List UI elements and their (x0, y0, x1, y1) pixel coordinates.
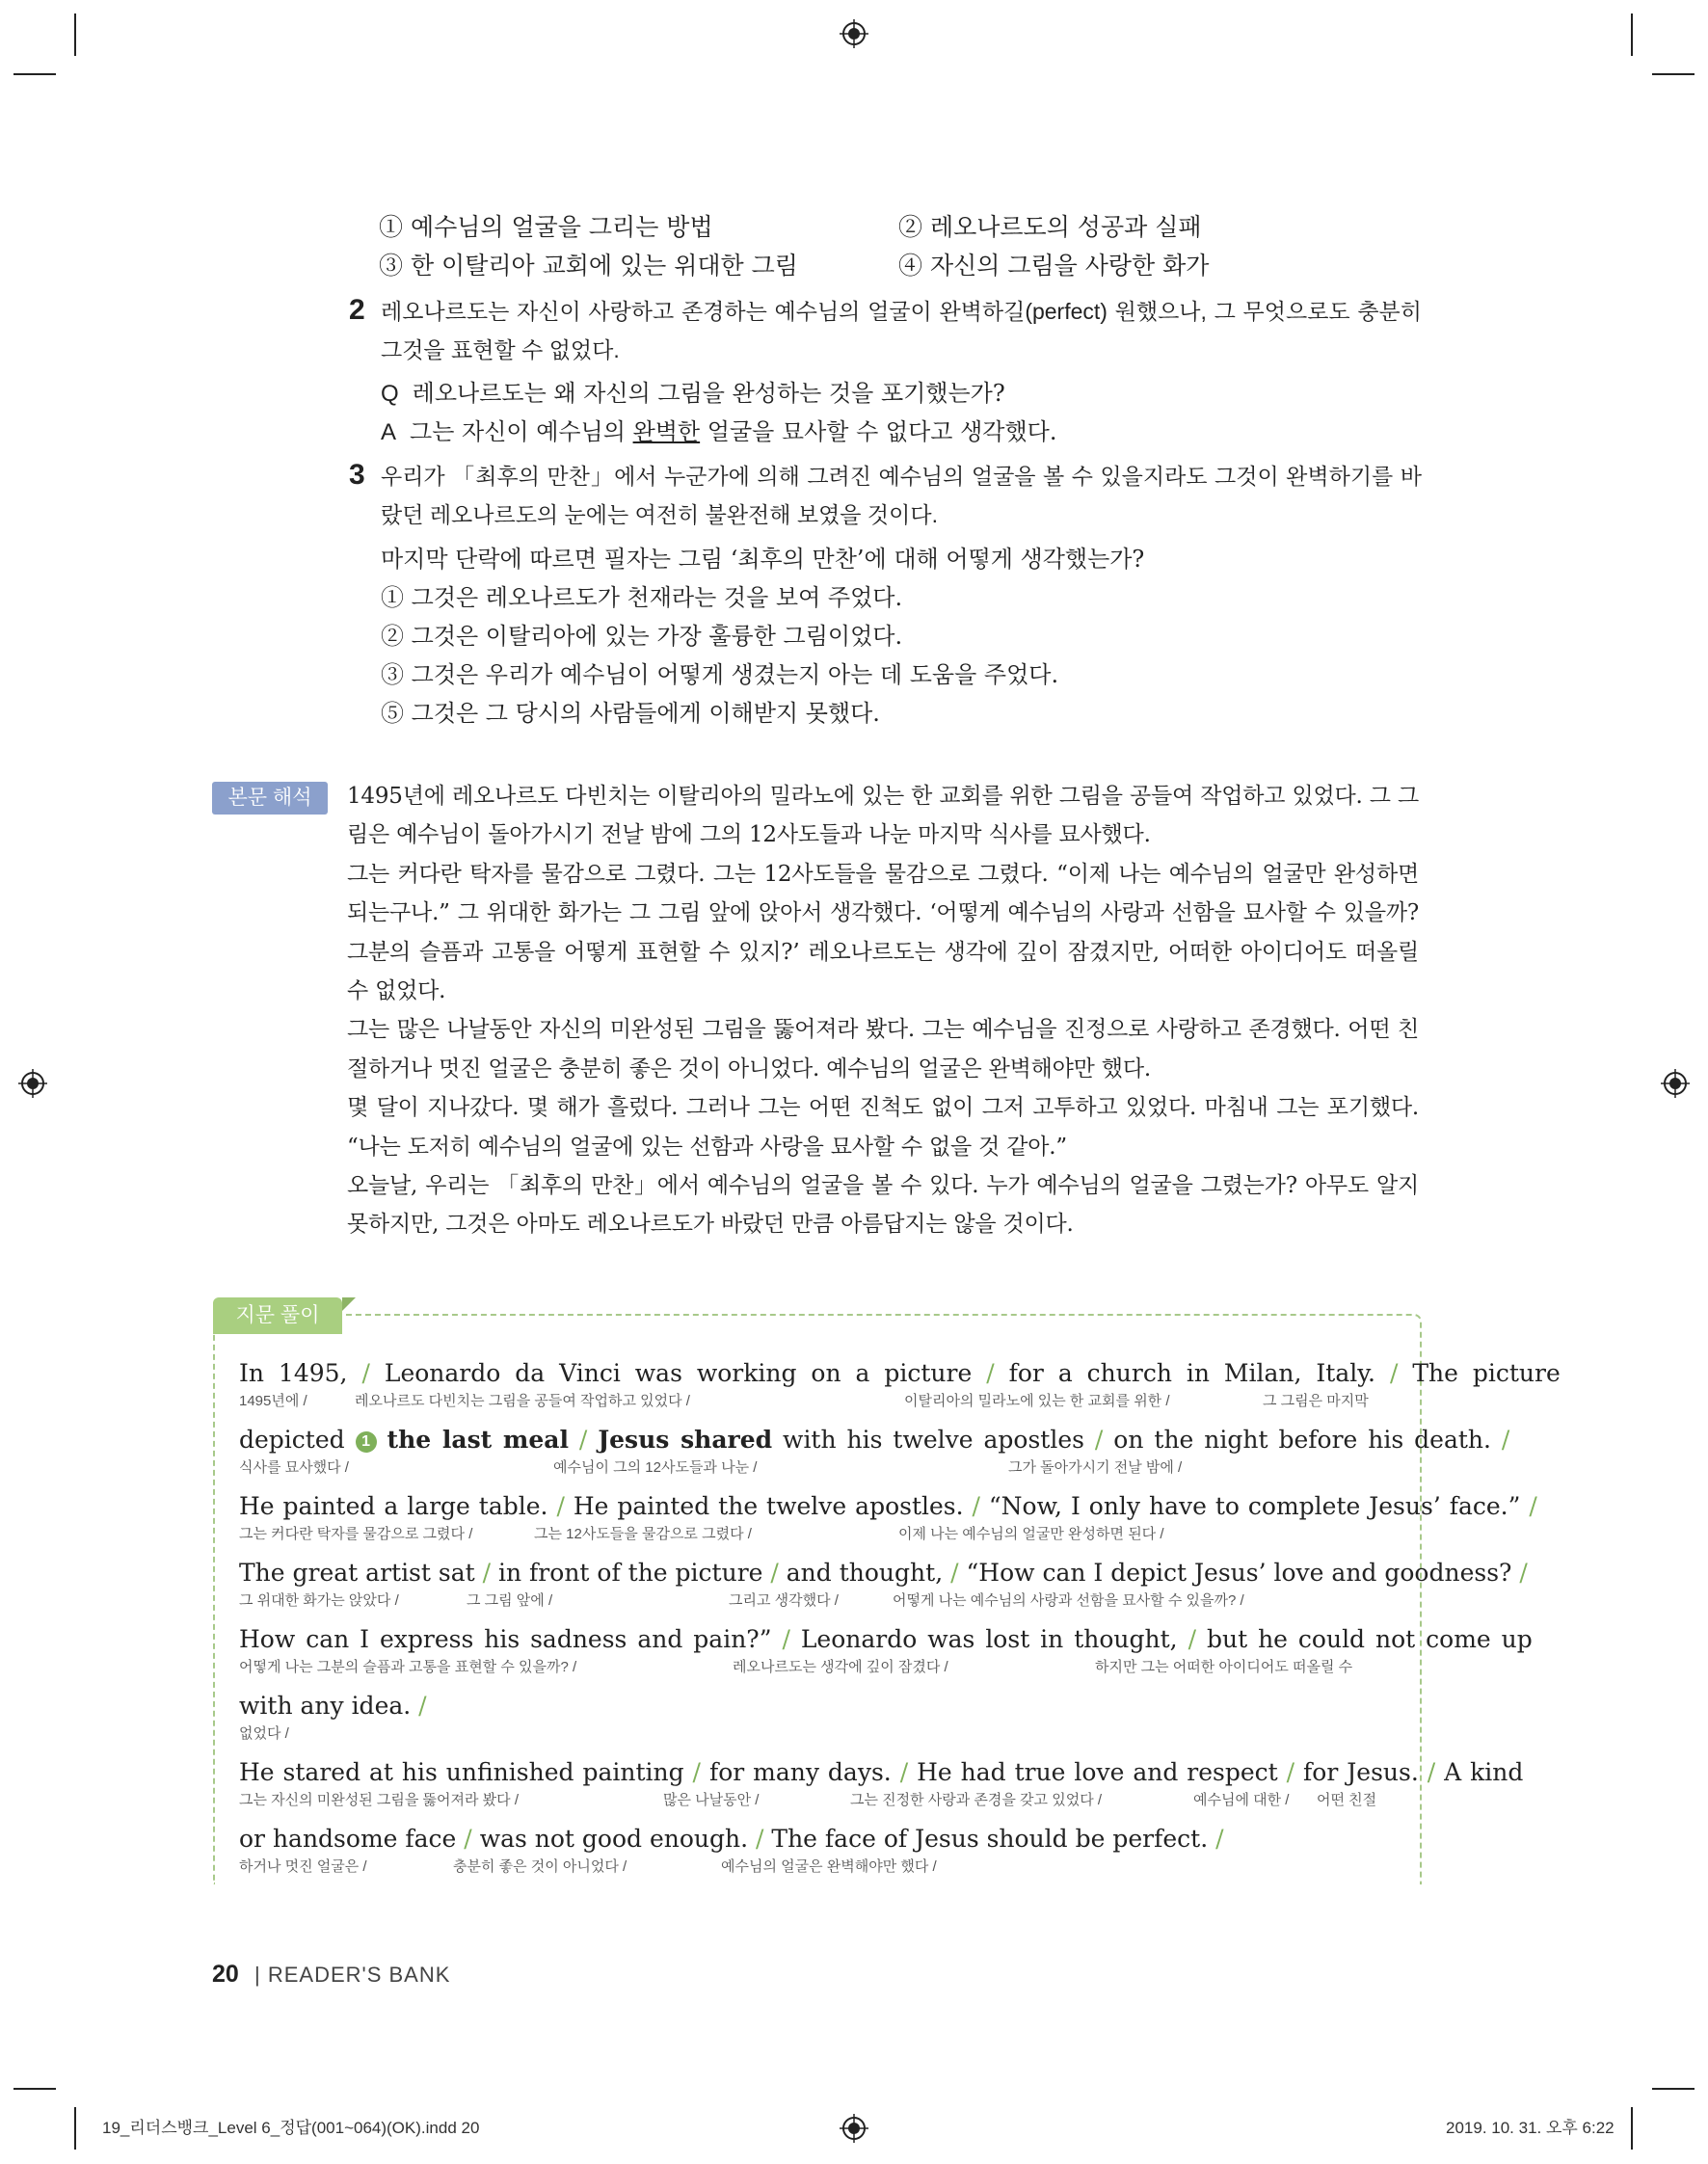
q1-option-3: ③ 한 이탈리아 교회에 있는 위대한 그림 (379, 252, 798, 280)
slug-date: 2019. 10. 31. 오후 6:22 (1446, 2119, 1615, 2137)
gloss: 레오나르도 다빈치는 그림을 공들여 작업하고 있었다 / (355, 1393, 690, 1409)
registration-mark-icon (1661, 1069, 1690, 1098)
gloss: 예수님이 그의 12사도들과 나눈 / (553, 1459, 758, 1476)
slash: / (986, 1359, 995, 1387)
slash: / (1215, 1825, 1224, 1853)
q1-option-4: ④ 자신의 그림을 사랑한 화가 (898, 252, 1210, 280)
translation-paragraph: 그는 많은 나날동안 자신의 미완성된 그림을 뚫어져라 봤다. 그는 예수님을 진정으로 사랑하고 존경했다. 어떤 친절하거나 멋진 얼굴은 충분히 좋은 것이 아니었다. 예수님의 얼굴은 완벽해야만 했다. (347, 1017, 1419, 1082)
reading-line (239, 1758, 1524, 1786)
chunk: with any idea. (239, 1692, 419, 1720)
reading-tab: 지문 풀이 (213, 1297, 342, 1334)
translation-paragraph: 오늘날, 우리는 「최후의 만찬」에서 예수님의 얼굴을 볼 수 있다. 누가 예수님의 얼굴을 그렸는가? 아무도 알지 못하지만, 그것은 아마도 레오나르도가 바랐던 만큼 아름답지는 않을 것이다. (347, 1173, 1419, 1238)
reading-line (239, 1426, 1510, 1454)
q-text: 레오나르도는 왜 자신의 그림을 완성하는 것을 포기했는가? (412, 380, 1005, 407)
space (569, 1426, 579, 1454)
chunk: “Now, I only have to complete Jesus’ face.” (988, 1492, 1530, 1520)
translation-badge: 본문 해석 (212, 782, 328, 815)
chunk: The great artist sat (239, 1559, 483, 1587)
translation-paragraph: 그는 커다란 탁자를 물감으로 그렸다. 그는 12사도들을 물감으로 그렸다. “이제 나는 예수님의 얼굴만 완성하면 되는구나.” 그 위대한 화가는 그 그림 앞에 앉아서 생각했다. ‘어떻게 예수님의 사랑과 선함을 묘사할 수 있을까? 그분의 슬픔과 고통을 어떻게 표현할 수 있지?’ 레오나르도는 생각에 깊이 잠겼지만, 어떠한 아이디어도 떠올릴 수 없었다. (347, 861, 1419, 1004)
question-3-number: 3 (349, 459, 365, 491)
gloss: 충분히 좋은 것이 아니었다 / (453, 1858, 627, 1875)
question-3-explanation: 우리가 「최후의 만찬」에서 누군가에 의해 그려진 예수님의 얼굴을 볼 수 있을지라도 그것이 완벽하기를 바랐던 레오나르도의 눈에는 여전히 불완전해 보였을 것이다. (381, 464, 1422, 527)
reading-line (239, 1692, 1392, 1720)
translation-body (347, 777, 1419, 1244)
slash: / (770, 1559, 779, 1587)
slash: / (556, 1492, 565, 1520)
chunk: He painted the twelve apostles. (573, 1492, 973, 1520)
book-title: | READER'S BANK (254, 1963, 451, 1987)
chunk: He painted a large table. (239, 1492, 557, 1520)
reading-line (239, 1492, 1537, 1520)
chunk: The face of Jesus should be perfect. (771, 1825, 1216, 1853)
a-text-pre: 그는 자신이 예수님의 (410, 418, 633, 445)
reading-line (239, 1825, 1392, 1853)
question-3-prompt: 마지막 단락에 따르면 필자는 그림 ‘최후의 만찬’에 대해 어떻게 생각했는가? (381, 546, 1145, 573)
crop-mark (13, 2088, 56, 2090)
question-2-a (381, 413, 1056, 446)
gloss: 그리고 생각했다 / (729, 1592, 839, 1609)
chunk: “How can I depict Jesus’ love and goodness? (966, 1559, 1520, 1587)
slash: / (1529, 1492, 1537, 1520)
slash: / (578, 1426, 588, 1454)
chunk: for a church in Milan, Italy. (1008, 1359, 1390, 1387)
gloss: 이제 나는 예수님의 얼굴만 완성하면 된다 / (898, 1526, 1164, 1542)
slash: / (1519, 1559, 1528, 1587)
reading-tab-fold (342, 1297, 356, 1311)
slash: / (1188, 1625, 1197, 1653)
a-text-underlined: 완벽한 (632, 418, 701, 445)
q-label: Q (381, 381, 399, 407)
a-label: A (381, 419, 397, 445)
slash: / (418, 1692, 427, 1720)
chunk: on the night before his death. (1113, 1426, 1502, 1454)
gloss: 예수님에 대한 / (1193, 1792, 1290, 1808)
gloss: 어떻게 나는 예수님의 사랑과 선함을 묘사할 수 있을까? / (893, 1592, 1244, 1609)
gloss: 많은 나날동안 / (663, 1792, 760, 1808)
question-3-option: ② 그것은 이탈리아에 있는 가장 훌륭한 그림이었다. (381, 623, 903, 650)
chunk: or handsome face (239, 1825, 465, 1853)
translation-paragraph: 몇 달이 지나갔다. 몇 해가 흘렀다. 그러나 그는 어떤 진척도 없이 그저 고투하고 있었다. 마침내 그는 포기했다. “나는 도저히 예수님의 얼굴에 있는 선함과 사랑을 묘사할 수 없을 것 같아.” (347, 1095, 1419, 1160)
slash: / (1389, 1359, 1399, 1387)
registration-mark-icon (840, 2114, 868, 2143)
question-2-explanation: 레오나르도는 자신이 사랑하고 존경하는 예수님의 얼굴이 완벽하길(perfect) 원했으나, 그 무엇으로도 충분히 그것을 표현할 수 없었다. (381, 299, 1422, 362)
chunk: How can I express his sadness and pain?” (239, 1625, 783, 1653)
chunk: A kind (1444, 1758, 1524, 1786)
slash: / (1501, 1426, 1510, 1454)
crop-mark (13, 73, 56, 75)
page-number: 20 (212, 1961, 239, 1988)
chunk: with his twelve apostles (772, 1426, 1095, 1454)
chunk: He had true love and respect (917, 1758, 1287, 1786)
slash: / (482, 1559, 492, 1587)
gloss: 그는 자신의 미완성된 그림을 뚫어져라 봤다 / (239, 1792, 519, 1808)
gloss: 이탈리아의 밀라노에 있는 한 교회를 위한 / (904, 1393, 1170, 1409)
question-3-option: ① 그것은 레오나르도가 천재라는 것을 보여 주었다. (381, 584, 903, 611)
chunk: for Jesus. (1303, 1758, 1428, 1786)
chunk-bold: Jesus shared (598, 1426, 773, 1454)
reading-line (239, 1559, 1528, 1587)
gloss: 예수님의 얼굴은 완벽해야만 했다 / (721, 1858, 937, 1875)
gloss: 없었다 / (239, 1725, 289, 1742)
chunk: and thought, (786, 1559, 951, 1587)
question-2-number: 2 (349, 294, 365, 326)
slash: / (464, 1825, 472, 1853)
number-1-marker-icon: 1 (356, 1431, 377, 1453)
chunk: He stared at his unfinished painting (239, 1758, 693, 1786)
a-text-post: 얼굴을 묘사할 수 없다고 생각했다. (700, 418, 1057, 445)
gloss: 1495년에 / (239, 1393, 307, 1409)
gloss: 하거나 멋진 얼굴은 / (239, 1858, 367, 1875)
chunk: Leonardo was lost in thought, (800, 1625, 1188, 1653)
reading-line (239, 1359, 1561, 1387)
registration-mark-icon (840, 19, 868, 48)
gloss: 하지만 그는 어떠한 아이디어도 떠올릴 수 (1095, 1659, 1353, 1675)
slash: / (1427, 1758, 1436, 1786)
registration-mark-icon (18, 1069, 47, 1098)
gloss: 그가 돌아가시기 전날 밤에 / (1008, 1459, 1183, 1476)
chunk: In 1495, (239, 1359, 362, 1387)
gloss: 그는 12사도들을 물감으로 그렸다 / (534, 1526, 752, 1542)
gloss: 그는 진정한 사랑과 존경을 갖고 있었다 / (850, 1792, 1103, 1808)
chunk: but he could not come up (1206, 1625, 1533, 1653)
chunk: depicted (239, 1426, 356, 1454)
chunk-bold: the last meal (387, 1426, 569, 1454)
slash: / (972, 1492, 980, 1520)
gloss: 어떻게 나는 그분의 슬픔과 고통을 표현할 수 있을까? / (239, 1659, 577, 1675)
slash: / (1286, 1758, 1295, 1786)
slash: / (782, 1625, 790, 1653)
question-3-option: ③ 그것은 우리가 예수님이 어떻게 생겼는지 아는 데 도움을 주었다. (381, 661, 1059, 688)
slash: / (950, 1559, 959, 1587)
gloss: 그 그림은 마지막 (1263, 1393, 1369, 1409)
translation-paragraph: 1495년에 레오나르도 다빈치는 이탈리아의 밀라노에 있는 한 교회를 위한 그림을 공들여 작업하고 있었다. 그 그림은 예수님이 돌아가시기 전날 밤에 그의 12사도들과 나눈 마지막 식사를 묘사했다. (347, 784, 1419, 848)
gloss: 그 위대한 화가는 앉았다 / (239, 1592, 399, 1609)
question-3-option: ⑤ 그것은 그 당시의 사람들에게 이해받지 못했다. (381, 700, 880, 727)
slash: / (899, 1758, 909, 1786)
slug-file-info: 19_리더스뱅크_Level 6_정답(001~064)(OK).indd 20 (102, 2119, 480, 2137)
chunk: was not good enough. (479, 1825, 757, 1853)
slash: / (1094, 1426, 1104, 1454)
crop-mark (1652, 73, 1695, 75)
crop-mark (74, 2107, 76, 2150)
slash: / (692, 1758, 701, 1786)
q1-option-1: ① 예수님의 얼굴을 그리는 방법 (379, 213, 713, 241)
chunk: for many days. (708, 1758, 900, 1786)
slash: / (756, 1825, 764, 1853)
question-2-q (381, 374, 1005, 408)
gloss: 레오나르도는 생각에 깊이 잠겼다 / (733, 1659, 948, 1675)
chunk: Leonardo da Vinci was working on a picture (384, 1359, 987, 1387)
slash: / (361, 1359, 370, 1387)
gloss: 그 그림 앞에 / (467, 1592, 553, 1609)
gloss: 어떤 친절 (1317, 1792, 1377, 1808)
crop-mark (74, 13, 76, 56)
crop-mark (1631, 13, 1633, 56)
crop-mark (1631, 2107, 1633, 2150)
chunk: The picture (1412, 1359, 1561, 1387)
gloss: 그는 커다란 탁자를 물감으로 그렸다 / (239, 1526, 473, 1542)
crop-mark (1652, 2088, 1695, 2090)
gloss: 식사를 묘사했다 / (239, 1459, 349, 1476)
reading-line (239, 1625, 1533, 1653)
chunk: in front of the picture (498, 1559, 771, 1587)
q1-option-2: ② 레오나르도의 성공과 실패 (898, 213, 1202, 241)
